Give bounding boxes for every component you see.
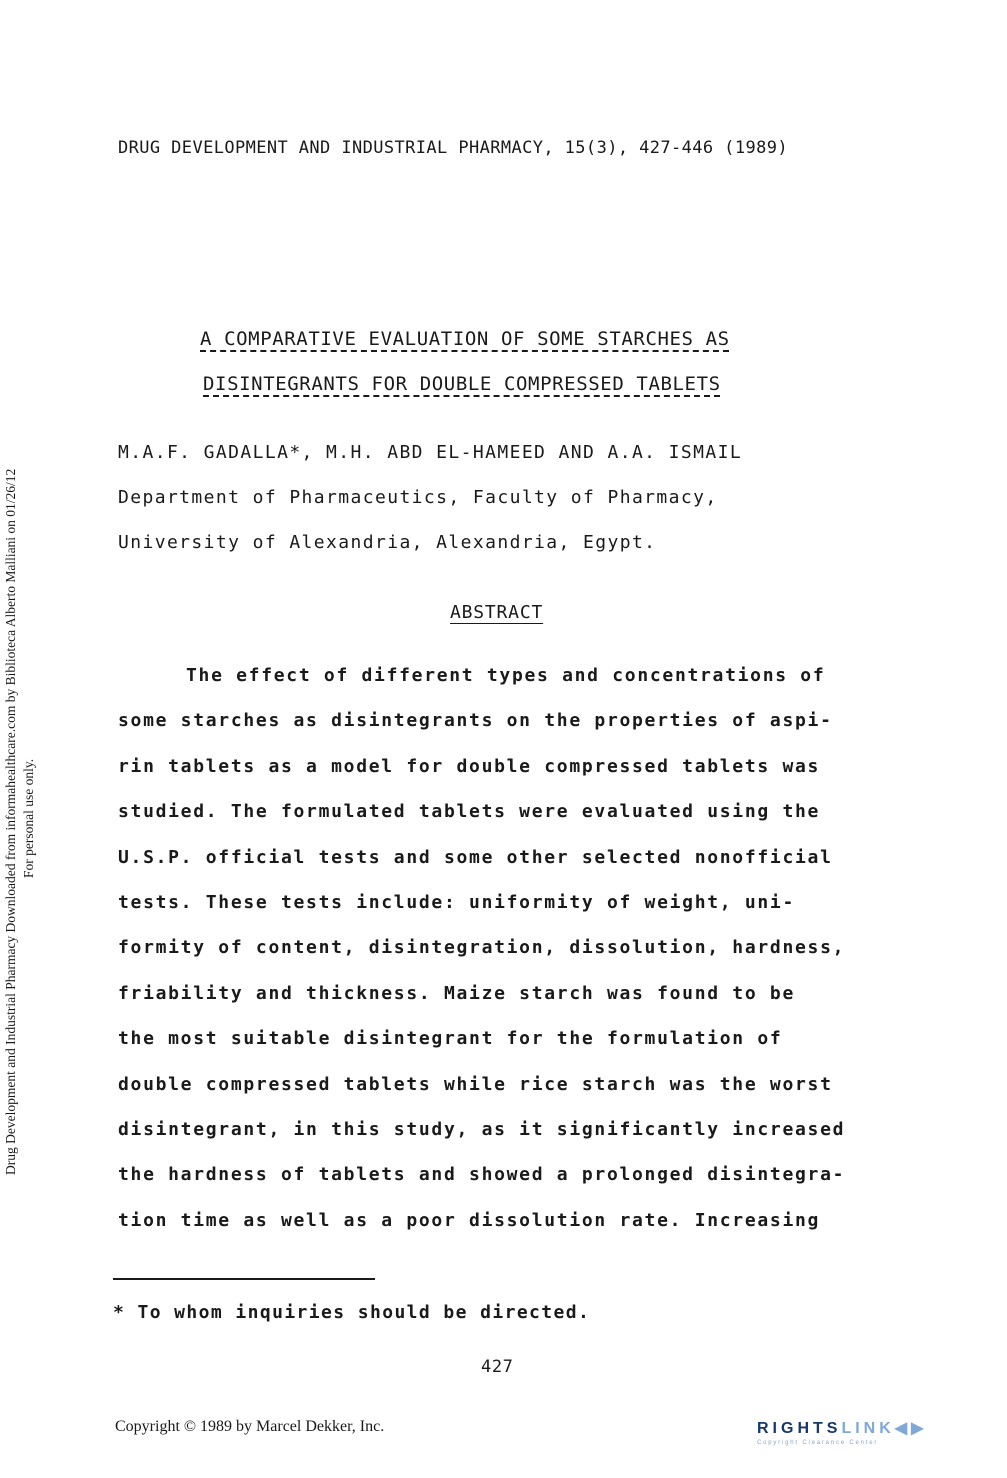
authors: M.A.F. GADALLA*, M.H. ABD EL-HAMEED AND A.A. ISMAIL — [118, 442, 743, 463]
abstract-line: the most suitable disintegrant for the formulation of — [118, 1028, 783, 1050]
rightslink-logo[interactable] — [757, 1418, 927, 1438]
abstract-line: The effect of different types and concentrations of — [186, 665, 826, 686]
download-watermark: Drug Development and Industrial Pharmacy Downloaded from informahealthcare.com by Biblioteca Alberto Malliani on 01/26/12 — [3, 468, 18, 1175]
abstract-line: some starches as disintegrants on the properties of aspi- — [118, 710, 833, 732]
abstract-line: friability and thickness. Maize starch was found to be — [118, 982, 795, 1004]
abstract-line: disintegrant, in this study, as it significantly increased — [118, 1119, 846, 1141]
page-number: 427 — [481, 1357, 514, 1377]
abstract-line: double compressed tablets while rice starch was the worst — [118, 1073, 833, 1095]
abstract-line: U.S.P. official tests and some other selected nonofficial — [118, 846, 833, 868]
abstract-heading: ABSTRACT — [450, 602, 544, 623]
abstract-body — [118, 653, 918, 1243]
abstract-line: formity of content, disintegration, dissolution, hardness, — [118, 937, 846, 959]
personal-use-watermark: For personal use only. — [21, 758, 36, 878]
abstract-line: tion time as well as a poor dissolution rate. Increasing — [118, 1209, 821, 1231]
paper-title-line-1: A COMPARATIVE EVALUATION OF SOME STARCHES AS — [200, 328, 730, 350]
affiliation-university: University of Alexandria, Alexandria, Egypt. — [118, 532, 657, 553]
footnote-divider — [113, 1278, 375, 1280]
copyright-notice: Copyright © 1989 by Marcel Dekker, Inc. — [115, 1418, 385, 1435]
rightslink-logo-dark: RIGHTS — [757, 1420, 842, 1437]
abstract-line: studied. The formulated tablets were evaluated using the — [118, 801, 821, 823]
journal-header: DRUG DEVELOPMENT AND INDUSTRIAL PHARMACY, 15(3), 427-446 (1989) — [118, 138, 788, 158]
rightslink-logo-light: LINK — [841, 1420, 895, 1437]
rightslink-arrows-icon: ◀▶ — [894, 1420, 928, 1437]
footnote: * To whom inquiries should be directed. — [113, 1302, 591, 1323]
abstract-line: tests. These tests include: uniformity of weight, uni- — [118, 892, 795, 914]
rightslink-subtitle: Copyright Clearance Center — [757, 1440, 879, 1446]
abstract-line: the hardness of tablets and showed a prolonged disintegra- — [118, 1164, 846, 1186]
paper-title-line-2: DISINTEGRANTS FOR DOUBLE COMPRESSED TABLETS — [203, 373, 721, 395]
abstract-line: rin tablets as a model for double compressed tablets was — [118, 755, 821, 777]
affiliation-department: Department of Pharmaceutics, Faculty of Pharmacy, — [118, 487, 718, 508]
